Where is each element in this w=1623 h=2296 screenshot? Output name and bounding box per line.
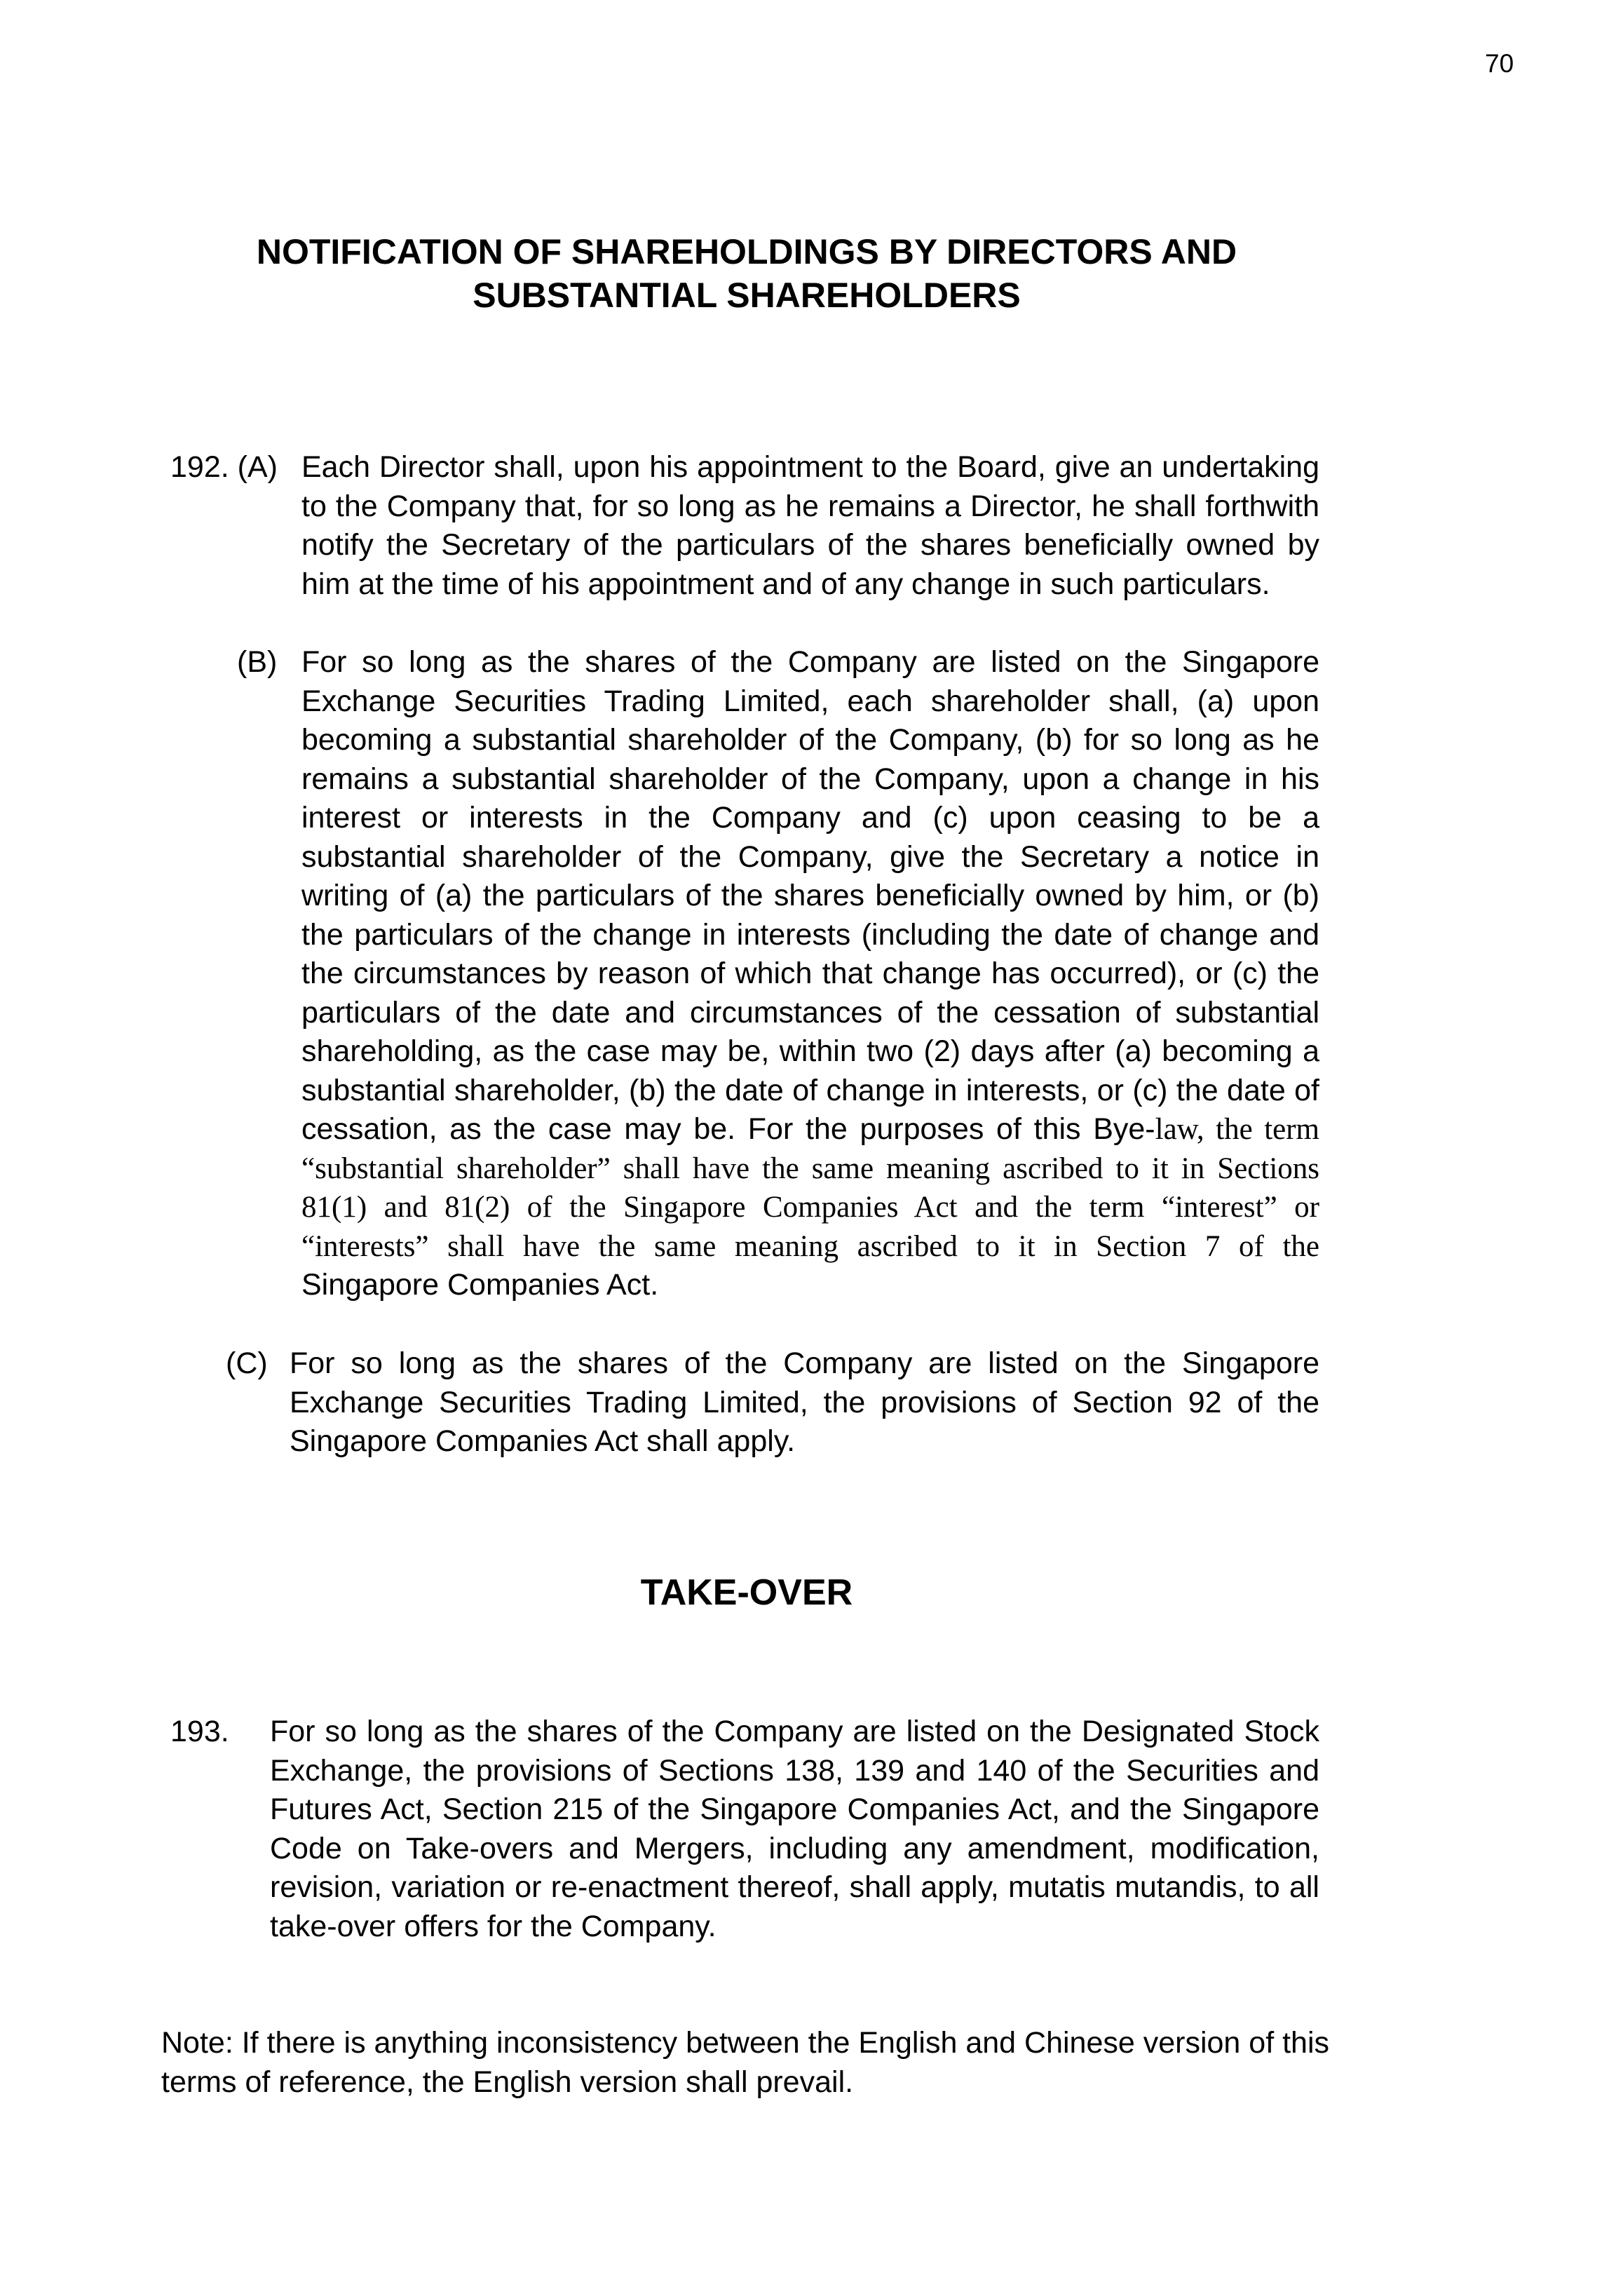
page-number: 70: [1485, 49, 1514, 78]
clause-192-c-label: (C): [226, 1346, 268, 1380]
clause-192-b-text-part-3: Singapore Companies Act.: [301, 1268, 659, 1302]
note-text: Note: If there is anything inconsistency between the English and Chinese version of this terms of reference, the English version shall prevail.: [161, 2026, 1330, 2099]
heading-line-2: SUBSTANTIAL SHAREHOLDERS: [473, 276, 1021, 315]
section-heading-notification: [0, 230, 1493, 317]
clause-192-c-text: For so long as the shares of the Company are listed on the Singapore Exchange Securities Trading Limited, the provisions of Section 92 of the Singapore Companies Act shall apply.: [290, 1346, 1319, 1458]
clause-192-b-text-part-2: law, the term “substantial shareholder” shall have the same meaning ascribed to it in Sections 81(1) and 81(2) of the Singapore Companies Act and the term “interest” or “interests” shall have the same meaning ascribed to it in Section 7 of the: [301, 1113, 1319, 1263]
clause-193-text: For so long as the shares of the Company are listed on the Designated Stock Exchange, the provisions of Sections 138, 139 and 140 of the Securities and Futures Act, Section 215 of the Singapore Companies Act, and the Singapore Code on Take-overs and Mergers, including any amendment, modification, revision, variation or re-enactment thereof, shall apply, mutatis mutandis, to all take-over offers for the Company.: [270, 1715, 1319, 1943]
heading-line-1: NOTIFICATION OF SHAREHOLDINGS BY DIRECTORS AND: [256, 232, 1237, 271]
clause-192-number: 192. (A): [170, 450, 278, 484]
clause-192-b-label: (B): [237, 645, 278, 679]
clause-192-b-text-part-1: For so long as the shares of the Company are listed on the Singapore Exchange Securities Trading Limited, each shareholder shall, (a) upon becoming a substantial shareholder of the Company, (b) for so long as he remains a substantial shareholder of the Company, upon a change in his interest or interests in the Company and (c) upon ceasing to be a substantial shareholder of the Company, give the Secretary a notice in writing of (a) the particulars of the shares beneficially owned by him, or (b) the particulars of the change in interests (including the date of change and the circumstances by reason of which that change has occurred), or (c) the particulars of the date and circumstances of the cessation of substantial shareholding, as the case may be, within two (2) days after (a) becoming a substantial shareholder, (b) the date of change in interests, or (c) the date of cessation, as the case may be. For the purposes of this Bye-: [301, 645, 1319, 1146]
clause-192-b-text: [301, 643, 1319, 1305]
clause-192-a-text: Each Director shall, upon his appointment to the Board, give an undertaking to the Company that, for so long as he remains a Director, he shall forthwith notify the Secretary of the particulars of the shares beneficially owned by him at the time of his appointment and of any change in such particulars.: [301, 450, 1319, 601]
section-heading-takeover: TAKE-OVER: [640, 1572, 853, 1613]
clause-193-number: 193.: [170, 1715, 229, 1748]
